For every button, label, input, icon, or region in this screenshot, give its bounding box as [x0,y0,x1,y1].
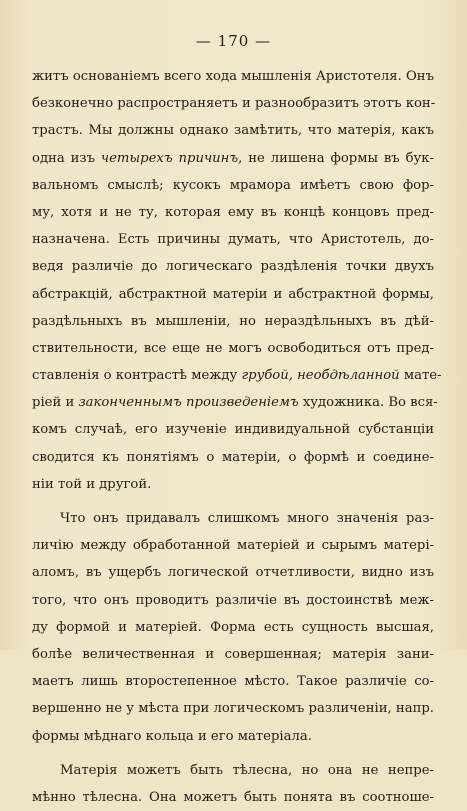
text-segment: ніи той и другой. [32,476,152,492]
text-segment: вершенно не у мѣста при логическомъ различеніи, напр. [32,701,434,717]
text-line [32,281,434,308]
text-line [32,641,434,668]
text-line [32,199,434,226]
text-line [32,444,434,471]
text-line [32,253,434,280]
text-segment: мате- [399,368,442,384]
text-segment: , не лишена формы въ бук- [238,150,434,166]
text-segment: болѣе величественная и совершенная; матерія зани- [32,646,434,662]
page-number: — 170 — [195,32,272,50]
text-segment: му, хотя и не ту, которая ему въ концѣ концовъ пред- [32,204,434,220]
text-line [32,587,434,614]
text-segment: аломъ, въ ущербъ логической отчетливости, видно изъ [32,565,434,581]
text-segment: комъ случаѣ, его изученіе индивидуальной субстанціи [32,422,434,438]
text-segment: того, что онъ проводитъ различіе въ достоинствѣ меж- [32,592,434,608]
text-line [32,389,438,416]
text-line [32,362,442,389]
text-segment: раздѣльныхъ въ мышленіи, но нераздѣльныхъ въ дѣй- [32,313,434,329]
text-segment: ставленія о контрастѣ между [32,368,242,384]
text-line [32,172,434,199]
text-line [32,308,434,335]
text-line [32,532,434,559]
italic-text: грубой, необдѣланной [241,368,400,384]
text-line [32,757,434,784]
text-segment: ствительности, все еще не могъ освободиться отъ пред- [32,340,434,356]
text-line [32,63,434,90]
italic-text: законченнымъ произведеніемъ [78,395,299,411]
italic-text: четырехъ причинъ [100,150,239,166]
text-line [32,226,434,253]
text-segment: Что онъ придавалъ слишкомъ много значенія раз- [60,511,434,526]
text-segment: одна изъ [32,150,101,166]
text-segment: мѣнно тѣлесна. Она можетъ быть понята въ соотноше- [32,789,434,805]
text-segment: маетъ лишь второстепенное мѣсто. Такое различіе со- [32,674,434,690]
text-segment: назначена. Есть причины думать, что Аристотель, до- [32,232,434,248]
text-line [32,505,434,532]
text-segment: личію между обработанной матеріей и сырымъ матері- [32,538,434,554]
text-line [32,471,434,498]
text-segment: художника. Во вся- [298,395,438,411]
text-line [32,335,434,362]
text-segment: трастъ. Мы должны однако замѣтить, что матерія, какъ [32,123,434,139]
text-segment: вальномъ смыслѣ; кусокъ мрамора имѣетъ свою фор- [32,177,434,193]
body-text [32,63,442,811]
text-segment: безконечно распространяетъ и разнообразитъ этотъ кон- [32,96,436,112]
text-line [32,614,434,641]
text-line [32,784,434,811]
text-segment: ду формой и матеріей. Форма есть сущность высшая, [32,619,434,635]
text-line [32,117,434,144]
text-segment: сводится къ понятіямъ о матеріи, о формѣ и соедине- [32,449,434,465]
text-segment: ведя различіе до логическаго раздѣленія точки двухъ [32,259,434,275]
text-line [32,695,434,722]
text-segment: житъ основаніемъ всего хода мышленія Аристотеля. Онъ [32,69,434,84]
text-line [32,559,434,586]
text-segment: абстракцій, абстрактной матеріи и абстрактной формы, [32,286,434,302]
text-line [32,145,434,172]
text-segment: формы мѣднаго кольца и его матеріала. [32,728,312,744]
text-line [32,668,434,695]
text-line [32,723,434,750]
text-line [32,416,434,443]
text-segment: Матерія можетъ быть тѣлесна, но она не непре- [60,762,434,778]
text-line [32,90,434,117]
text-segment: ріей и [32,395,79,411]
